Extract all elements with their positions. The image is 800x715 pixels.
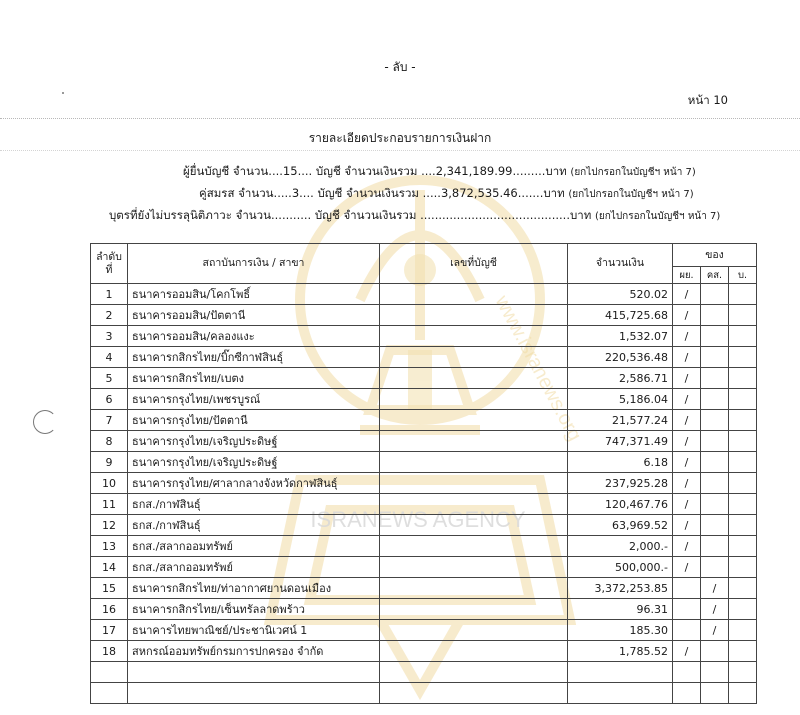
row-number: 7	[91, 410, 128, 431]
row-amount: 6.18	[568, 452, 673, 473]
row-owner-declarant	[673, 683, 701, 704]
header-owner-child: บ.	[729, 267, 757, 284]
row-account-number	[380, 599, 568, 620]
summary-unit: บัญชี	[317, 186, 343, 200]
header-owner-declarant: ผย.	[673, 267, 701, 284]
row-bank-branch: ธนาคารออมสิน/ปัตตานี	[128, 305, 380, 326]
table-row	[91, 326, 757, 347]
row-number: 9	[91, 452, 128, 473]
row-account-number	[380, 284, 568, 305]
top-divider	[0, 118, 800, 119]
row-owner-child	[729, 389, 757, 410]
row-owner-spouse	[701, 557, 729, 578]
row-owner-declarant: /	[673, 452, 701, 473]
row-number: 17	[91, 620, 128, 641]
row-owner-child	[729, 305, 757, 326]
row-owner-child	[729, 452, 757, 473]
row-owner-declarant	[673, 662, 701, 683]
row-owner-spouse	[701, 305, 729, 326]
summary-count-label: จำนวน	[238, 186, 274, 200]
deposits-table	[90, 243, 757, 704]
row-owner-spouse	[701, 368, 729, 389]
table-row	[91, 473, 757, 494]
row-owner-child	[729, 410, 757, 431]
row-number: 13	[91, 536, 128, 557]
row-owner-child	[729, 347, 757, 368]
table-row	[91, 347, 757, 368]
row-amount: 220,536.48	[568, 347, 673, 368]
row-owner-child	[729, 473, 757, 494]
row-number	[91, 683, 128, 704]
summary-unit: บัญชี	[314, 208, 340, 222]
table-row	[91, 431, 757, 452]
row-account-number	[380, 347, 568, 368]
row-bank-branch: ธนาคารกรุงไทย/เพชรบูรณ์	[128, 389, 380, 410]
row-bank-branch: ธกส./สลากออมทรัพย์	[128, 536, 380, 557]
row-number: 16	[91, 599, 128, 620]
row-account-number	[380, 368, 568, 389]
row-owner-spouse	[701, 515, 729, 536]
row-account-number	[380, 515, 568, 536]
summary-label: บุตรที่ยังไม่บรรลุนิติภาวะ	[109, 208, 232, 222]
row-number: 2	[91, 305, 128, 326]
row-bank-branch: สหกรณ์ออมทรัพย์กรมการปกครอง จำกัด	[128, 641, 380, 662]
row-bank-branch: ธนาคารกสิกรไทย/ท่าอากาศยานดอนเมือง	[128, 578, 380, 599]
summary-currency: บาท	[569, 208, 592, 222]
summary-label: คู่สมรส	[199, 186, 235, 200]
row-owner-declarant: /	[673, 515, 701, 536]
row-owner-spouse: /	[701, 578, 729, 599]
row-owner-child	[729, 515, 757, 536]
row-account-number	[380, 557, 568, 578]
row-owner-declarant: /	[673, 494, 701, 515]
row-amount: 500,000.-	[568, 557, 673, 578]
row-owner-spouse	[701, 662, 729, 683]
summary-currency: บาท	[543, 186, 565, 200]
row-amount: 3,372,253.85	[568, 578, 673, 599]
row-owner-declarant: /	[673, 557, 701, 578]
row-owner-child	[729, 599, 757, 620]
row-account-number	[380, 473, 568, 494]
row-amount: 63,969.52	[568, 515, 673, 536]
table-row	[91, 410, 757, 431]
row-owner-declarant: /	[673, 326, 701, 347]
row-number: 10	[91, 473, 128, 494]
row-owner-declarant: /	[673, 536, 701, 557]
row-bank-branch: ธนาคารกรุงไทย/เจริญประดิษฐ์	[128, 452, 380, 473]
row-owner-spouse	[701, 473, 729, 494]
summary-count-label: จำนวน	[235, 208, 271, 222]
summary-sum-label: จำนวนเงินรวม	[343, 208, 417, 222]
row-account-number	[380, 389, 568, 410]
row-amount: 1,532.07	[568, 326, 673, 347]
row-owner-child	[729, 557, 757, 578]
row-owner-child	[729, 662, 757, 683]
header-owner: ของ	[673, 244, 757, 267]
table-row	[91, 662, 757, 683]
summary-note: (ยกไปกรอกในบัญชีฯ หน้า 7)	[568, 189, 694, 200]
row-owner-spouse	[701, 683, 729, 704]
row-amount: 520.02	[568, 284, 673, 305]
summary-minor-children: บุตรที่ยังไม่บรรลุนิติภาวะ จำนวน........... บัญชี จำนวนเงินรวม .........................................บาท (ยกไปกรอกในบัญชีฯ หน้า 7)	[109, 208, 721, 222]
row-owner-child	[729, 494, 757, 515]
row-owner-spouse	[701, 410, 729, 431]
row-bank-branch: ธนาคารออมสิน/โคกโพธิ์	[128, 284, 380, 305]
row-owner-declarant: /	[673, 284, 701, 305]
row-number: 6	[91, 389, 128, 410]
header-account: เลขที่บัญชี	[380, 244, 568, 284]
row-number: 4	[91, 347, 128, 368]
row-owner-child	[729, 620, 757, 641]
row-number: 8	[91, 431, 128, 452]
row-owner-declarant: /	[673, 368, 701, 389]
table-row	[91, 284, 757, 305]
table-row	[91, 515, 757, 536]
row-number: 5	[91, 368, 128, 389]
row-number: 1	[91, 284, 128, 305]
row-bank-branch: ธนาคารกสิกรไทย/เบตง	[128, 368, 380, 389]
row-bank-branch: ธนาคารกสิกรไทย/เซ็นทรัลลาดพร้าว	[128, 599, 380, 620]
row-owner-spouse	[701, 389, 729, 410]
row-number: 3	[91, 326, 128, 347]
row-amount: 21,577.24	[568, 410, 673, 431]
row-amount: 2,000.-	[568, 536, 673, 557]
summary-note: (ยกไปกรอกในบัญชีฯ หน้า 7)	[570, 167, 696, 178]
row-amount: 120,467.76	[568, 494, 673, 515]
table-row	[91, 494, 757, 515]
row-owner-spouse	[701, 431, 729, 452]
row-number: 18	[91, 641, 128, 662]
row-owner-spouse	[701, 536, 729, 557]
summary-label: ผู้ยื่นบัญชี	[183, 164, 230, 178]
row-account-number	[380, 662, 568, 683]
row-bank-branch: ธกส./กาฬสินธุ์	[128, 494, 380, 515]
row-account-number	[380, 431, 568, 452]
header-no: ลำดับ ที่	[91, 244, 128, 284]
table-row	[91, 620, 757, 641]
row-account-number	[380, 305, 568, 326]
row-owner-spouse: /	[701, 599, 729, 620]
watermark-url-text: www.isranews.org	[490, 292, 586, 445]
row-owner-declarant: /	[673, 473, 701, 494]
table-row	[91, 305, 757, 326]
row-owner-spouse	[701, 326, 729, 347]
row-amount: 415,725.68	[568, 305, 673, 326]
row-owner-declarant: /	[673, 305, 701, 326]
row-owner-spouse: /	[701, 620, 729, 641]
row-owner-child	[729, 641, 757, 662]
row-account-number	[380, 641, 568, 662]
header-bank: สถาบันการเงิน / สาขา	[128, 244, 380, 284]
row-bank-branch	[128, 683, 380, 704]
header-amount: จำนวนเงิน	[568, 244, 673, 284]
row-owner-spouse	[701, 452, 729, 473]
row-bank-branch: ธกส./สลากออมทรัพย์	[128, 557, 380, 578]
summary-note: (ยกไปกรอกในบัญชีฯ หน้า 7)	[594, 211, 721, 222]
row-account-number	[380, 410, 568, 431]
row-owner-declarant: /	[673, 389, 701, 410]
row-amount: 96.31	[568, 599, 673, 620]
row-amount: 1,785.52	[568, 641, 673, 662]
row-number: 15	[91, 578, 128, 599]
row-account-number	[380, 536, 568, 557]
row-number: 14	[91, 557, 128, 578]
row-number: 12	[91, 515, 128, 536]
secret-classification: - ลับ -	[384, 60, 416, 74]
row-owner-declarant	[673, 578, 701, 599]
summary-amount: 3,872,535.46	[440, 186, 518, 200]
summary-count: 15	[282, 164, 298, 178]
row-owner-spouse	[701, 347, 729, 368]
table-row	[91, 641, 757, 662]
row-bank-branch: ธกส./กาฬสินธุ์	[128, 515, 380, 536]
table-row	[91, 578, 757, 599]
row-bank-branch: ธนาคารออมสิน/คลองแงะ	[128, 326, 380, 347]
row-owner-child	[729, 431, 757, 452]
row-owner-declarant: /	[673, 410, 701, 431]
row-owner-child	[729, 683, 757, 704]
row-bank-branch: ธนาคารกรุงไทย/ศาลากลางจังหวัดกาฬสินธุ์	[128, 473, 380, 494]
row-owner-declarant: /	[673, 431, 701, 452]
row-owner-declarant: /	[673, 347, 701, 368]
row-bank-branch	[128, 662, 380, 683]
hole-punch-mark	[33, 410, 57, 434]
header-owner-spouse: คส.	[701, 267, 729, 284]
row-account-number	[380, 578, 568, 599]
summary-declarant: ผู้ยื่นบัญชี จำนวน....15.... บัญชี จำนวนเงินรวม ....2,341,189.99.........บาท (ยกไปกรอกในบัญชีฯ หน้า 7)	[183, 164, 696, 178]
row-owner-spouse	[701, 284, 729, 305]
row-owner-spouse	[701, 494, 729, 515]
row-account-number	[380, 494, 568, 515]
row-account-number	[380, 683, 568, 704]
table-row	[91, 368, 757, 389]
title-divider	[0, 150, 800, 151]
row-amount: 185.30	[568, 620, 673, 641]
row-amount	[568, 662, 673, 683]
row-amount: 5,186.04	[568, 389, 673, 410]
page-title: รายละเอียดประกอบรายการเงินฝาก	[308, 131, 492, 145]
row-number	[91, 662, 128, 683]
table-row	[91, 557, 757, 578]
row-bank-branch: ธนาคารกสิกรไทย/บิ๊กซีกาฬสินธุ์	[128, 347, 380, 368]
row-account-number	[380, 452, 568, 473]
scan-speck	[62, 92, 64, 94]
row-bank-branch: ธนาคารกรุงไทย/เจริญประดิษฐ์	[128, 431, 380, 452]
row-amount: 237,925.28	[568, 473, 673, 494]
table-row	[91, 389, 757, 410]
summary-sum-label: จำนวนเงินรวม	[346, 186, 419, 200]
row-owner-child	[729, 578, 757, 599]
row-owner-declarant: /	[673, 641, 701, 662]
summary-currency: บาท	[545, 164, 567, 178]
row-owner-declarant	[673, 620, 701, 641]
summary-sum-label: จำนวนเงินรวม	[344, 164, 418, 178]
row-account-number	[380, 620, 568, 641]
row-owner-spouse	[701, 641, 729, 662]
page-number: หน้า 10	[687, 93, 728, 107]
summary-count-label: จำนวน	[232, 164, 269, 178]
table-row	[91, 599, 757, 620]
summary-unit: บัญชี	[315, 164, 341, 178]
row-owner-declarant	[673, 599, 701, 620]
summary-spouse: คู่สมรส จำนวน.....3.... บัญชี จำนวนเงินรวม .....3,872,535.46.......บาท (ยกไปกรอกในบัญชีฯ หน้า 7)	[199, 186, 694, 200]
row-owner-child	[729, 326, 757, 347]
table-row	[91, 683, 757, 704]
row-owner-child	[729, 284, 757, 305]
row-bank-branch: ธนาคารกรุงไทย/ปัตตานี	[128, 410, 380, 431]
watermark-agency-text: ISRANEWS AGENCY	[310, 507, 526, 532]
row-amount	[568, 683, 673, 704]
row-amount: 2,586.71	[568, 368, 673, 389]
row-account-number	[380, 326, 568, 347]
summary-amount: 2,341,189.99	[435, 164, 513, 178]
summary-count: 3	[291, 186, 300, 200]
table-row	[91, 452, 757, 473]
row-amount: 747,371.49	[568, 431, 673, 452]
row-bank-branch: ธนาคารไทยพาณิชย์/ประชานิเวศน์ 1	[128, 620, 380, 641]
row-owner-child	[729, 368, 757, 389]
table-row	[91, 536, 757, 557]
row-number: 11	[91, 494, 128, 515]
row-owner-child	[729, 536, 757, 557]
